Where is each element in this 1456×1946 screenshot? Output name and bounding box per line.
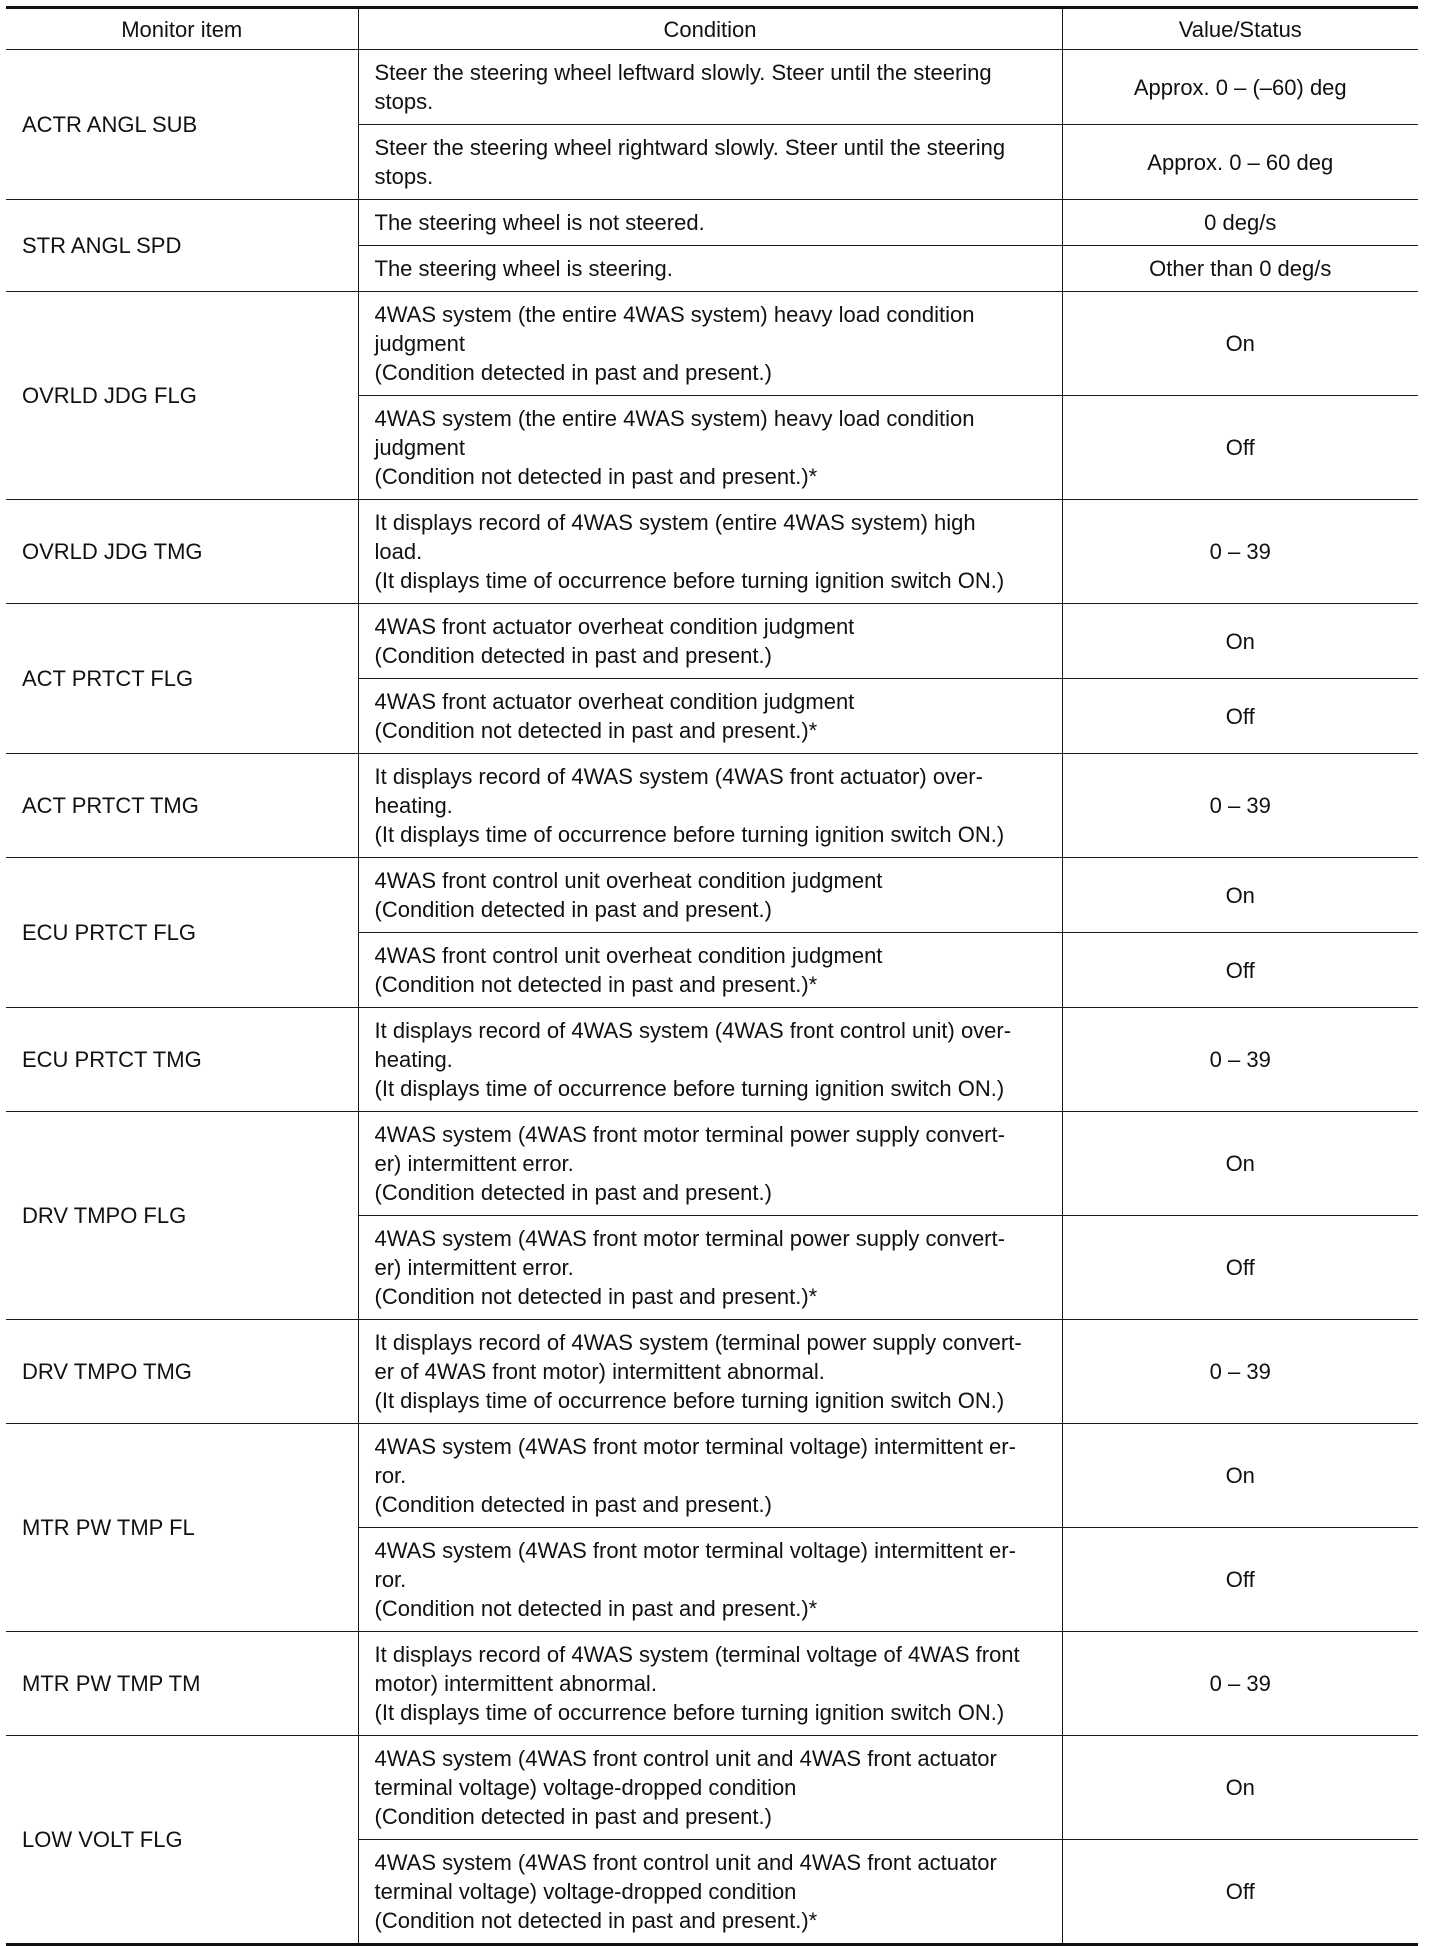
condition-cell: 4WAS system (the entire 4WAS system) heavy load condition judgment (Condition not detected in past and present.)* (358, 396, 1062, 500)
condition-cell: 4WAS front actuator overheat condition judgment (Condition not detected in past and present.)* (358, 679, 1062, 754)
table-row (6, 1112, 1418, 1216)
value-status-cell: 0 – 39 (1062, 500, 1418, 604)
value-status-cell: Off (1062, 1216, 1418, 1320)
condition-cell: The steering wheel is steering. (358, 246, 1062, 292)
monitor-item-cell: ECU PRTCT TMG (6, 1008, 358, 1112)
value-status-cell: Off (1062, 679, 1418, 754)
condition-cell: 4WAS system (4WAS front motor terminal power supply convert- er) intermittent error. (Condition not detected in past and present.)* (358, 1216, 1062, 1320)
monitor-item-cell: OVRLD JDG FLG (6, 292, 358, 500)
value-status-cell: Other than 0 deg/s (1062, 246, 1418, 292)
table-row (6, 1424, 1418, 1528)
condition-cell: 4WAS system (the entire 4WAS system) heavy load condition judgment (Condition detected in past and present.) (358, 292, 1062, 396)
value-status-cell: 0 – 39 (1062, 754, 1418, 858)
value-status-cell: 0 – 39 (1062, 1632, 1418, 1736)
table-row (6, 1736, 1418, 1840)
value-status-cell: On (1062, 1112, 1418, 1216)
condition-cell: It displays record of 4WAS system (4WAS front actuator) over- heating. (It displays time of occurrence before turning ignition switch ON.) (358, 754, 1062, 858)
monitor-item-cell: MTR PW TMP FL (6, 1424, 358, 1632)
table-row (6, 1008, 1418, 1112)
header-value-status: Value/Status (1062, 8, 1418, 50)
condition-cell: Steer the steering wheel rightward slowly. Steer until the steering stops. (358, 125, 1062, 200)
table-header-row (6, 8, 1418, 50)
condition-cell: 4WAS front actuator overheat condition judgment (Condition detected in past and present.) (358, 604, 1062, 679)
value-status-cell: 0 deg/s (1062, 200, 1418, 246)
table-row (6, 604, 1418, 679)
header-condition: Condition (358, 8, 1062, 50)
value-status-cell: 0 – 39 (1062, 1008, 1418, 1112)
table-body (6, 50, 1418, 1945)
value-status-cell: On (1062, 1424, 1418, 1528)
value-status-cell: On (1062, 604, 1418, 679)
monitor-table-container (6, 6, 1418, 1946)
condition-cell: 4WAS system (4WAS front motor terminal power supply convert- er) intermittent error. (Condition detected in past and present.) (358, 1112, 1062, 1216)
monitor-item-cell: DRV TMPO TMG (6, 1320, 358, 1424)
monitor-item-table (6, 6, 1418, 1946)
value-status-cell: Approx. 0 – 60 deg (1062, 125, 1418, 200)
value-status-cell: Off (1062, 1840, 1418, 1945)
monitor-item-cell: LOW VOLT FLG (6, 1736, 358, 1945)
value-status-cell: Approx. 0 – (–60) deg (1062, 50, 1418, 125)
table-row (6, 1632, 1418, 1736)
condition-cell: It displays record of 4WAS system (terminal voltage of 4WAS front motor) intermittent abnormal. (It displays time of occurrence before turning ignition switch ON.) (358, 1632, 1062, 1736)
condition-cell: 4WAS system (4WAS front control unit and 4WAS front actuator terminal voltage) voltage-dropped condition (Condition not detected in past and present.)* (358, 1840, 1062, 1945)
condition-cell: 4WAS system (4WAS front motor terminal voltage) intermittent er- ror. (Condition detected in past and present.) (358, 1424, 1062, 1528)
table-row (6, 292, 1418, 396)
value-status-cell: Off (1062, 933, 1418, 1008)
monitor-item-cell: OVRLD JDG TMG (6, 500, 358, 604)
monitor-item-cell: ACT PRTCT TMG (6, 754, 358, 858)
monitor-item-cell: ACTR ANGL SUB (6, 50, 358, 200)
monitor-item-cell: STR ANGL SPD (6, 200, 358, 292)
table-row (6, 200, 1418, 246)
condition-cell: It displays record of 4WAS system (entire 4WAS system) high load. (It displays time of occurrence before turning ignition switch ON.) (358, 500, 1062, 604)
value-status-cell: 0 – 39 (1062, 1320, 1418, 1424)
table-row (6, 50, 1418, 125)
header-monitor-item: Monitor item (6, 8, 358, 50)
condition-cell: 4WAS system (4WAS front control unit and 4WAS front actuator terminal voltage) voltage-dropped condition (Condition detected in past and present.) (358, 1736, 1062, 1840)
value-status-cell: Off (1062, 396, 1418, 500)
table-row (6, 500, 1418, 604)
monitor-item-cell: MTR PW TMP TM (6, 1632, 358, 1736)
value-status-cell: On (1062, 1736, 1418, 1840)
table-row (6, 858, 1418, 933)
condition-cell: 4WAS front control unit overheat condition judgment (Condition detected in past and present.) (358, 858, 1062, 933)
monitor-item-cell: ECU PRTCT FLG (6, 858, 358, 1008)
condition-cell: It displays record of 4WAS system (4WAS front control unit) over- heating. (It displays time of occurrence before turning ignition switch ON.) (358, 1008, 1062, 1112)
monitor-item-cell: ACT PRTCT FLG (6, 604, 358, 754)
condition-cell: 4WAS system (4WAS front motor terminal voltage) intermittent er- ror. (Condition not detected in past and present.)* (358, 1528, 1062, 1632)
table-row (6, 754, 1418, 858)
condition-cell: 4WAS front control unit overheat condition judgment (Condition not detected in past and present.)* (358, 933, 1062, 1008)
condition-cell: Steer the steering wheel leftward slowly. Steer until the steering stops. (358, 50, 1062, 125)
table-row (6, 1320, 1418, 1424)
condition-cell: The steering wheel is not steered. (358, 200, 1062, 246)
value-status-cell: On (1062, 858, 1418, 933)
value-status-cell: On (1062, 292, 1418, 396)
monitor-item-cell: DRV TMPO FLG (6, 1112, 358, 1320)
condition-cell: It displays record of 4WAS system (terminal power supply convert- er of 4WAS front motor) intermittent abnormal. (It displays time of occurrence before turning ignition switch ON.) (358, 1320, 1062, 1424)
value-status-cell: Off (1062, 1528, 1418, 1632)
